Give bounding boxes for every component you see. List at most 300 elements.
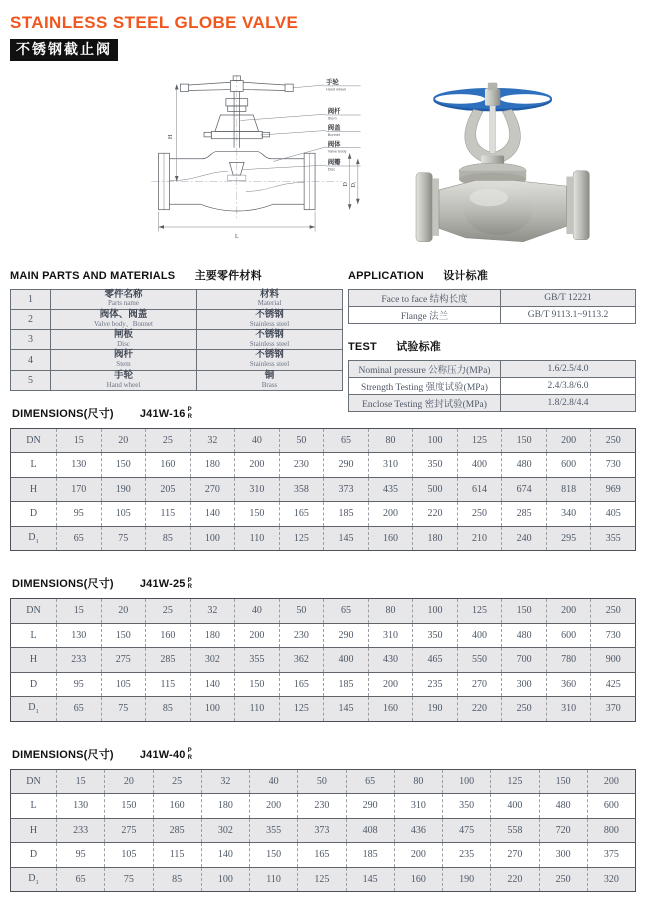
parts-material-cell: 不锈钢 Stainless steel (197, 330, 343, 350)
spec-value: 1.8/2.8/4.4 (501, 394, 636, 411)
dimension-value: 150 (502, 599, 547, 624)
dimension-value: 150 (502, 428, 547, 453)
dimension-value: 730 (591, 623, 636, 648)
dimension-value: 25 (146, 599, 191, 624)
dimension-value: 300 (502, 672, 547, 697)
dimension-value: 15 (57, 428, 102, 453)
dimension-value: 180 (190, 623, 235, 648)
dimensions-row (11, 453, 636, 478)
dimension-value: 200 (587, 769, 635, 794)
dimension-value: 302 (201, 818, 249, 843)
dimension-value: 32 (190, 599, 235, 624)
dimension-value: 220 (457, 697, 502, 722)
spec-value: 1.6/2.5/4.0 (501, 360, 636, 377)
parts-row (11, 330, 343, 350)
dimension-value: 480 (539, 794, 587, 819)
dimension-value: 140 (190, 672, 235, 697)
dimensions-section (10, 746, 636, 893)
photo-body (416, 170, 589, 241)
dimension-value: 130 (57, 623, 102, 648)
dimension-value: 480 (502, 623, 547, 648)
dimensions-row (11, 794, 636, 819)
page-subtitle-cn: 不锈钢截止阀 (10, 39, 118, 61)
dimension-value: 130 (57, 453, 102, 478)
dimension-value: 50 (298, 769, 346, 794)
parts-row (11, 350, 343, 370)
dimension-value: 310 (368, 623, 413, 648)
spec-row (349, 289, 636, 306)
svg-text:L: L (234, 233, 239, 240)
parts-material-cell: 材料 Material (197, 289, 343, 309)
dimension-value: 80 (368, 428, 413, 453)
dimension-value: 290 (346, 794, 394, 819)
dimension-value: 160 (146, 453, 191, 478)
dimension-value: 140 (201, 843, 249, 868)
test-heading-cn: 试验标准 (396, 340, 441, 353)
dimensions-row (11, 769, 636, 794)
dimension-value: 50 (279, 599, 324, 624)
dimension-value: 110 (235, 697, 280, 722)
svg-text:手轮: 手轮 (325, 78, 339, 86)
dimension-row-label: D (11, 672, 57, 697)
dimension-value: 25 (146, 428, 191, 453)
dimensions-heading (12, 746, 636, 762)
dimension-value: 200 (394, 843, 442, 868)
dimension-value: 436 (394, 818, 442, 843)
parts-material-cell: 铜 Brass (197, 370, 343, 390)
spec-row (349, 377, 636, 394)
dimension-row-label: H (11, 648, 57, 673)
svg-text:阀杆: 阀杆 (327, 107, 341, 115)
dimension-row-label: $D_1$ (11, 526, 57, 551)
dimension-row-label: L (11, 623, 57, 648)
dimension-value: 25 (153, 769, 201, 794)
dimension-value: 185 (324, 502, 369, 527)
dimension-value: 185 (346, 843, 394, 868)
dimension-value: 405 (591, 502, 636, 527)
dimension-value: 160 (153, 794, 201, 819)
parts-row-number: 5 (11, 370, 51, 390)
dimension-value: 230 (279, 453, 324, 478)
dimension-value: 15 (57, 599, 102, 624)
test-heading-en: TEST (348, 340, 377, 353)
dimension-value: 220 (491, 867, 539, 892)
dimension-value: 310 (235, 477, 280, 502)
dimension-value: 270 (190, 477, 235, 502)
parts-row-number: 1 (11, 289, 51, 309)
dimensions-section (10, 575, 636, 722)
dimension-value: 233 (57, 818, 105, 843)
dimension-value: 80 (368, 599, 413, 624)
dimension-value: 140 (190, 502, 235, 527)
dimension-value: 430 (368, 648, 413, 673)
dimensions-table (10, 428, 636, 552)
parts-material-cell: 不锈钢 Stainless steel (197, 309, 343, 329)
dimension-value: 20 (101, 599, 146, 624)
spec-row (349, 360, 636, 377)
dimension-row-label: D (11, 502, 57, 527)
dimension-value: 125 (491, 769, 539, 794)
dimension-value: 250 (591, 599, 636, 624)
dimension-value: 350 (413, 623, 458, 648)
dimension-value: 250 (591, 428, 636, 453)
parts-name-cell: 零件名称 Parts name (51, 289, 197, 309)
dimension-value: 285 (146, 648, 191, 673)
dimension-value: 320 (587, 867, 635, 892)
dimension-value: 275 (105, 818, 153, 843)
dimensions-row (11, 599, 636, 624)
dimension-value: 145 (346, 867, 394, 892)
dimension-value: 145 (324, 697, 369, 722)
svg-text:Stem: Stem (327, 116, 337, 121)
dimension-row-label: $D_1$ (11, 867, 57, 892)
drawing-dim-flange (343, 153, 360, 209)
dimension-value: 100 (413, 428, 458, 453)
dimension-value: 235 (443, 843, 491, 868)
spec-label: Strength Testing 强度试验(MPa) (349, 377, 501, 394)
product-photo (394, 75, 620, 257)
dimension-value: 85 (146, 697, 191, 722)
dimension-value: 145 (324, 526, 369, 551)
dimensions-row (11, 623, 636, 648)
dimension-value: 40 (250, 769, 298, 794)
dimension-value: 408 (346, 818, 394, 843)
dimension-value: 275 (101, 648, 146, 673)
dimension-value: 235 (413, 672, 458, 697)
dimensions-table (10, 769, 636, 893)
spec-value: GB/T 9113.1~9113.2 (501, 306, 636, 323)
test-table (348, 360, 636, 412)
dimension-value: 375 (587, 843, 635, 868)
spec-row (349, 394, 636, 411)
dimension-value: 720 (539, 818, 587, 843)
dimension-value: 233 (57, 648, 102, 673)
dimension-value: 250 (539, 867, 587, 892)
svg-text:Hand wheel: Hand wheel (325, 86, 347, 91)
parts-row-number: 4 (11, 350, 51, 370)
dimension-value: 220 (413, 502, 458, 527)
dimension-value: 475 (443, 818, 491, 843)
parts-name-cell: 手轮 Hand wheel (51, 370, 197, 390)
dimension-value: 200 (235, 623, 280, 648)
dimension-value: 370 (591, 697, 636, 722)
dimensions-title: DIMENSIONS(尺寸) (12, 407, 114, 420)
dimension-value: 190 (443, 867, 491, 892)
dimension-value: 285 (153, 818, 201, 843)
dimension-value: 230 (298, 794, 346, 819)
parts-table (10, 289, 343, 392)
parts-row (11, 309, 343, 329)
parts-row-number: 2 (11, 309, 51, 329)
dimension-value: 32 (201, 769, 249, 794)
dimension-value: 115 (146, 502, 191, 527)
model-number: J41W-16 (139, 407, 186, 420)
dimension-value: 500 (413, 477, 458, 502)
dimension-value: 110 (250, 867, 298, 892)
dimension-value: 190 (101, 477, 146, 502)
dimensions-row (11, 818, 636, 843)
dimensions-title: DIMENSIONS(尺寸) (12, 578, 114, 590)
dimension-row-label: DN (11, 428, 57, 453)
mid-tables-row (8, 265, 642, 410)
dimension-value: 355 (250, 818, 298, 843)
dimension-value: 150 (539, 769, 587, 794)
dimension-row-label: H (11, 818, 57, 843)
dimension-value: 200 (546, 428, 591, 453)
dimension-value: 105 (101, 502, 146, 527)
photo-yoke (465, 105, 521, 166)
dimension-value: 115 (153, 843, 201, 868)
spec-label: Nominal pressure 公称压力(MPa) (349, 360, 501, 377)
dimension-value: 150 (101, 623, 146, 648)
svg-text:阀盖: 阀盖 (327, 124, 341, 132)
dimension-value: 160 (368, 697, 413, 722)
application-heading-en: APPLICATION (348, 269, 424, 282)
dimension-value: 900 (591, 648, 636, 673)
spec-value: 2.4/3.8/6.0 (501, 377, 636, 394)
dimension-value: 150 (235, 672, 280, 697)
dimension-value: 435 (368, 477, 413, 502)
spec-label: Enclose Testing 密封试验(MPa) (349, 394, 501, 411)
parts-material-cell: 不锈钢 Stainless steel (197, 350, 343, 370)
dimension-value: 150 (250, 843, 298, 868)
dimension-value: 425 (591, 672, 636, 697)
dimension-value: 250 (502, 697, 547, 722)
dimension-value: 780 (546, 648, 591, 673)
dimension-value: 355 (235, 648, 280, 673)
dimension-value: 310 (546, 697, 591, 722)
svg-text:Valve body: Valve body (327, 148, 347, 153)
dimension-value: 150 (105, 794, 153, 819)
dimension-value: 205 (146, 477, 191, 502)
dimensions-row (11, 502, 636, 527)
dimension-value: 125 (457, 428, 502, 453)
application-heading-cn: 设计标准 (443, 269, 489, 282)
parts-heading (10, 267, 342, 283)
dimension-value: 270 (457, 672, 502, 697)
dimension-value: 160 (394, 867, 442, 892)
dimension-value: 180 (201, 794, 249, 819)
spec-row (349, 306, 636, 323)
dimension-row-label: DN (11, 769, 57, 794)
dimension-value: 100 (190, 697, 235, 722)
dimension-row-label: DN (11, 599, 57, 624)
svg-text:D: D (342, 181, 349, 186)
dimension-value: 105 (101, 672, 146, 697)
dimension-value: 290 (324, 623, 369, 648)
dimensions-row (11, 648, 636, 673)
spec-value: GB/T 12221 (501, 289, 636, 306)
dimension-value: 800 (587, 818, 635, 843)
parts-heading-en: MAIN PARTS AND MATERIALS (10, 269, 176, 282)
dimension-value: 373 (324, 477, 369, 502)
dimension-value: 200 (368, 502, 413, 527)
parts-section (10, 267, 342, 392)
dimension-value: 285 (502, 502, 547, 527)
dimension-value: 95 (57, 843, 105, 868)
dimension-value: 700 (502, 648, 547, 673)
dimensions-heading (12, 575, 636, 591)
dimensions-row (11, 697, 636, 722)
model-suffix: P R (187, 748, 193, 761)
dimension-value: 373 (298, 818, 346, 843)
drawing-dim-length (159, 211, 316, 239)
dimension-value: 210 (457, 526, 502, 551)
dimension-value: 110 (235, 526, 280, 551)
parts-name-cell: 闸板 Disc (51, 330, 197, 350)
dimension-value: 75 (101, 697, 146, 722)
dimension-value: 125 (298, 867, 346, 892)
dimension-value: 400 (457, 623, 502, 648)
dimension-value: 65 (346, 769, 394, 794)
dimension-value: 85 (153, 867, 201, 892)
dimension-value: 969 (591, 477, 636, 502)
dimension-value: 190 (413, 697, 458, 722)
dimensions-table (10, 598, 636, 722)
parts-name-cell: 阀杆 Stem (51, 350, 197, 370)
svg-text:D₁: D₁ (351, 180, 358, 187)
parts-row (11, 289, 343, 309)
dimension-value: 75 (105, 867, 153, 892)
dimension-value: 270 (491, 843, 539, 868)
dimension-value: 180 (413, 526, 458, 551)
dimension-value: 165 (298, 843, 346, 868)
dimension-value: 165 (279, 672, 324, 697)
dimension-value: 40 (235, 428, 280, 453)
model-number: J41W-25 (139, 578, 186, 590)
dimension-value: 558 (491, 818, 539, 843)
dimension-value: 170 (57, 477, 102, 502)
dimensions-row (11, 477, 636, 502)
application-heading (348, 267, 636, 283)
dimension-value: 250 (457, 502, 502, 527)
dimension-value: 730 (591, 453, 636, 478)
dimension-value: 355 (591, 526, 636, 551)
dimension-value: 100 (190, 526, 235, 551)
dimension-value: 65 (57, 697, 102, 722)
dimension-value: 50 (279, 428, 324, 453)
technical-drawing (126, 75, 384, 257)
dimension-value: 295 (546, 526, 591, 551)
page-title: STAINLESS STEEL GLOBE VALVE (10, 13, 299, 32)
figures-row (8, 61, 642, 265)
dimension-value: 350 (443, 794, 491, 819)
dimension-row-label: D (11, 843, 57, 868)
application-table (348, 289, 636, 324)
parts-heading-cn: 主要零件材料 (194, 269, 262, 282)
dimension-value: 350 (413, 453, 458, 478)
dimension-value: 290 (324, 453, 369, 478)
dimension-value: 600 (587, 794, 635, 819)
dimension-value: 240 (502, 526, 547, 551)
dimension-value: 614 (457, 477, 502, 502)
svg-text:阀瓣: 阀瓣 (327, 158, 341, 166)
dimension-value: 65 (324, 428, 369, 453)
dimension-value: 100 (201, 867, 249, 892)
dimension-value: 600 (546, 453, 591, 478)
dimension-value: 65 (324, 599, 369, 624)
test-heading (348, 338, 636, 354)
dimensions-section (10, 405, 636, 552)
dimension-value: 15 (57, 769, 105, 794)
svg-text:Bonnet: Bonnet (327, 132, 340, 137)
dimension-value: 200 (235, 453, 280, 478)
dimension-value: 105 (105, 843, 153, 868)
model-suffix: P R (187, 407, 193, 420)
dimension-value: 674 (502, 477, 547, 502)
dimension-row-label: H (11, 477, 57, 502)
parts-row-number: 3 (11, 330, 51, 350)
dimension-value: 358 (279, 477, 324, 502)
dimension-value: 65 (57, 526, 102, 551)
dimension-value: 400 (491, 794, 539, 819)
dimension-value: 115 (146, 672, 191, 697)
dimension-value: 100 (413, 599, 458, 624)
dimension-value: 302 (190, 648, 235, 673)
dimension-value: 165 (279, 502, 324, 527)
dimensions-row (11, 672, 636, 697)
dimension-value: 150 (235, 502, 280, 527)
dimension-value: 200 (368, 672, 413, 697)
parts-row (11, 370, 343, 390)
svg-text:Disc: Disc (327, 167, 336, 172)
dimension-value: 818 (546, 477, 591, 502)
dimension-value: 20 (101, 428, 146, 453)
dimension-value: 200 (546, 599, 591, 624)
dimension-value: 80 (394, 769, 442, 794)
dimension-value: 95 (57, 672, 102, 697)
dimension-value: 85 (146, 526, 191, 551)
dimension-value: 400 (457, 453, 502, 478)
page-subtitle-wrap (10, 39, 642, 61)
dimension-row-label: $D_1$ (11, 697, 57, 722)
dimension-value: 40 (235, 599, 280, 624)
spec-label: Face to face 结构长度 (349, 289, 501, 306)
drawing-part-labels (240, 77, 360, 171)
spec-label: Flange 法兰 (349, 306, 501, 323)
dimension-value: 400 (324, 648, 369, 673)
dimension-value: 20 (105, 769, 153, 794)
dimension-value: 185 (324, 672, 369, 697)
dimension-value: 150 (101, 453, 146, 478)
dimension-row-label: L (11, 453, 57, 478)
dimension-value: 125 (279, 526, 324, 551)
model-suffix: P R (187, 577, 193, 591)
dimension-value: 160 (368, 526, 413, 551)
dimensions-row (11, 843, 636, 868)
dimension-value: 465 (413, 648, 458, 673)
dimension-value: 95 (57, 502, 102, 527)
dimension-value: 65 (57, 867, 105, 892)
dimension-value: 200 (250, 794, 298, 819)
parts-name-cell: 阀体、阀盖 Valve body、Bonnet (51, 309, 197, 329)
dimension-value: 310 (394, 794, 442, 819)
dimension-value: 362 (279, 648, 324, 673)
dimension-value: 180 (190, 453, 235, 478)
dimension-row-label: L (11, 794, 57, 819)
dimension-value: 100 (443, 769, 491, 794)
dimensions-row (11, 428, 636, 453)
dimensions-row (11, 867, 636, 892)
svg-text:H: H (168, 134, 175, 139)
dimension-value: 32 (190, 428, 235, 453)
dimension-value: 230 (279, 623, 324, 648)
standards-column (348, 267, 636, 426)
dimension-value: 480 (502, 453, 547, 478)
dimension-value: 310 (368, 453, 413, 478)
svg-text:阀体: 阀体 (327, 140, 341, 148)
dimension-value: 550 (457, 648, 502, 673)
